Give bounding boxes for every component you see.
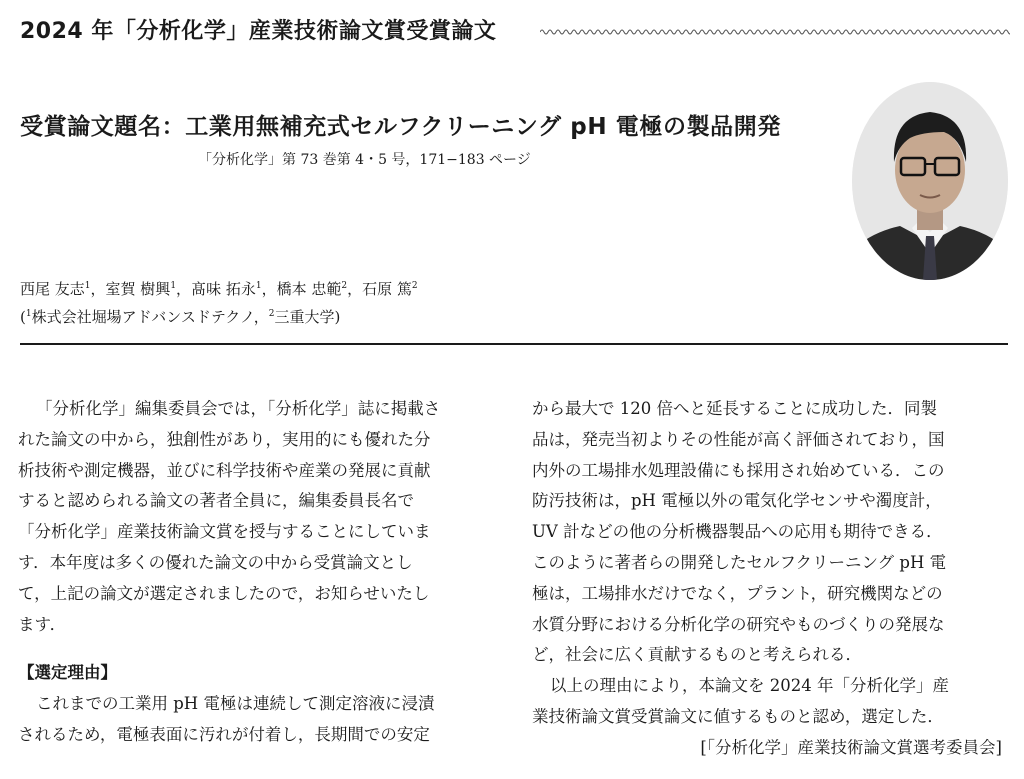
committee-signature: [「分析化学」産業技術論文賞選考委員会] xyxy=(700,737,1002,757)
author: 髙味 拓永$^1$ xyxy=(191,280,262,298)
body-column-right xyxy=(532,394,1008,764)
body-line: す．本年度は多くの優れた論文の中から受賞論文とし xyxy=(18,552,413,572)
body-line: このように著者らの開発したセルフクリーニング pH 電 xyxy=(532,552,947,572)
body-line: 「分析化学」編集委員会では，「分析化学」誌に掲載さ xyxy=(36,399,441,418)
body-line: されるため，電極表面に汚れが付着し，長期間での安定 xyxy=(18,724,430,744)
author: 橋本 忠範$^2$ xyxy=(276,280,348,298)
author: 西尾 友志$^1$ xyxy=(20,280,91,298)
author-portrait xyxy=(852,82,1008,280)
body-line: 極は，工場排水だけでなく，プラント，研究機関などの xyxy=(532,583,943,603)
author: 室賀 樹興$^1$ xyxy=(105,280,177,298)
body-line: ど，社会に広く貢献するものと考えられる． xyxy=(532,645,862,665)
body-line: 「分析化学」産業技術論文賞を授与することにしていま xyxy=(18,522,431,542)
author-list: 西尾 友志$^1$，室賀 樹興$^1$，髙味 拓永$^1$，橋本 忠範$^2$，石原 篤$^2$ xyxy=(20,280,418,298)
body-line: から最大で 120 倍へと延長することに成功した．同製 xyxy=(532,399,937,418)
citation: 「分析化学」第 73 巻第 4・5 号，171−183 ページ xyxy=(198,152,531,168)
page-header xyxy=(20,14,1010,54)
body-line: 防汚技術は，pH 電極以外の電気化学センサや濁度計， xyxy=(532,491,942,511)
body-line: 水質分野における分析化学の研究やものづくりの発展な xyxy=(532,614,945,634)
body-line: 析技術や測定機器，並びに科学技術や産業の発展に貢献 xyxy=(18,460,431,480)
body-line: 以上の理由により，本論文を 2024 年「分析化学」産 xyxy=(550,676,949,696)
affiliations: ($^1$株式会社堀場アドバンスドテクノ，$^2$三重大学) xyxy=(20,308,341,326)
body-line: これまでの工業用 pH 電極は連続して測定溶液に浸漬 xyxy=(36,694,435,714)
paper-title: 受賞論文題名：工業用無補充式セルフクリーニング pH 電極の製品開発 xyxy=(20,114,781,140)
body-line: すると認められる論文の著者全員に，編集委員長名で xyxy=(18,491,414,511)
body-line: 業技術論文賞受賞論文に値するものと認め，選定した． xyxy=(532,706,944,726)
body-line: 品は，発売当初よりその性能が高く評価されており，国 xyxy=(532,429,945,449)
body-line: UV 計などの他の分析機器製品への応用も期待できる． xyxy=(532,522,943,542)
portrait-photo xyxy=(852,82,1008,280)
body-line: れた論文の中から，独創性があり，実用的にも優れた分 xyxy=(18,429,431,449)
header-title: 2024 年「分析化学」産業技術論文賞受賞論文 xyxy=(20,19,497,44)
body-column-left xyxy=(18,394,494,751)
author: 石原 篤$^2$ xyxy=(362,280,418,298)
body-line: 内外の工場排水処理設備にも採用され始めている．この xyxy=(532,460,945,480)
body-line: ます． xyxy=(18,614,67,634)
divider-rule xyxy=(20,343,1008,345)
body-line: て，上記の論文が選定されましたので，お知らせいたし xyxy=(18,583,430,603)
section-heading: 【選定理由】 xyxy=(18,663,117,683)
wavy-line-decoration xyxy=(540,25,1010,39)
